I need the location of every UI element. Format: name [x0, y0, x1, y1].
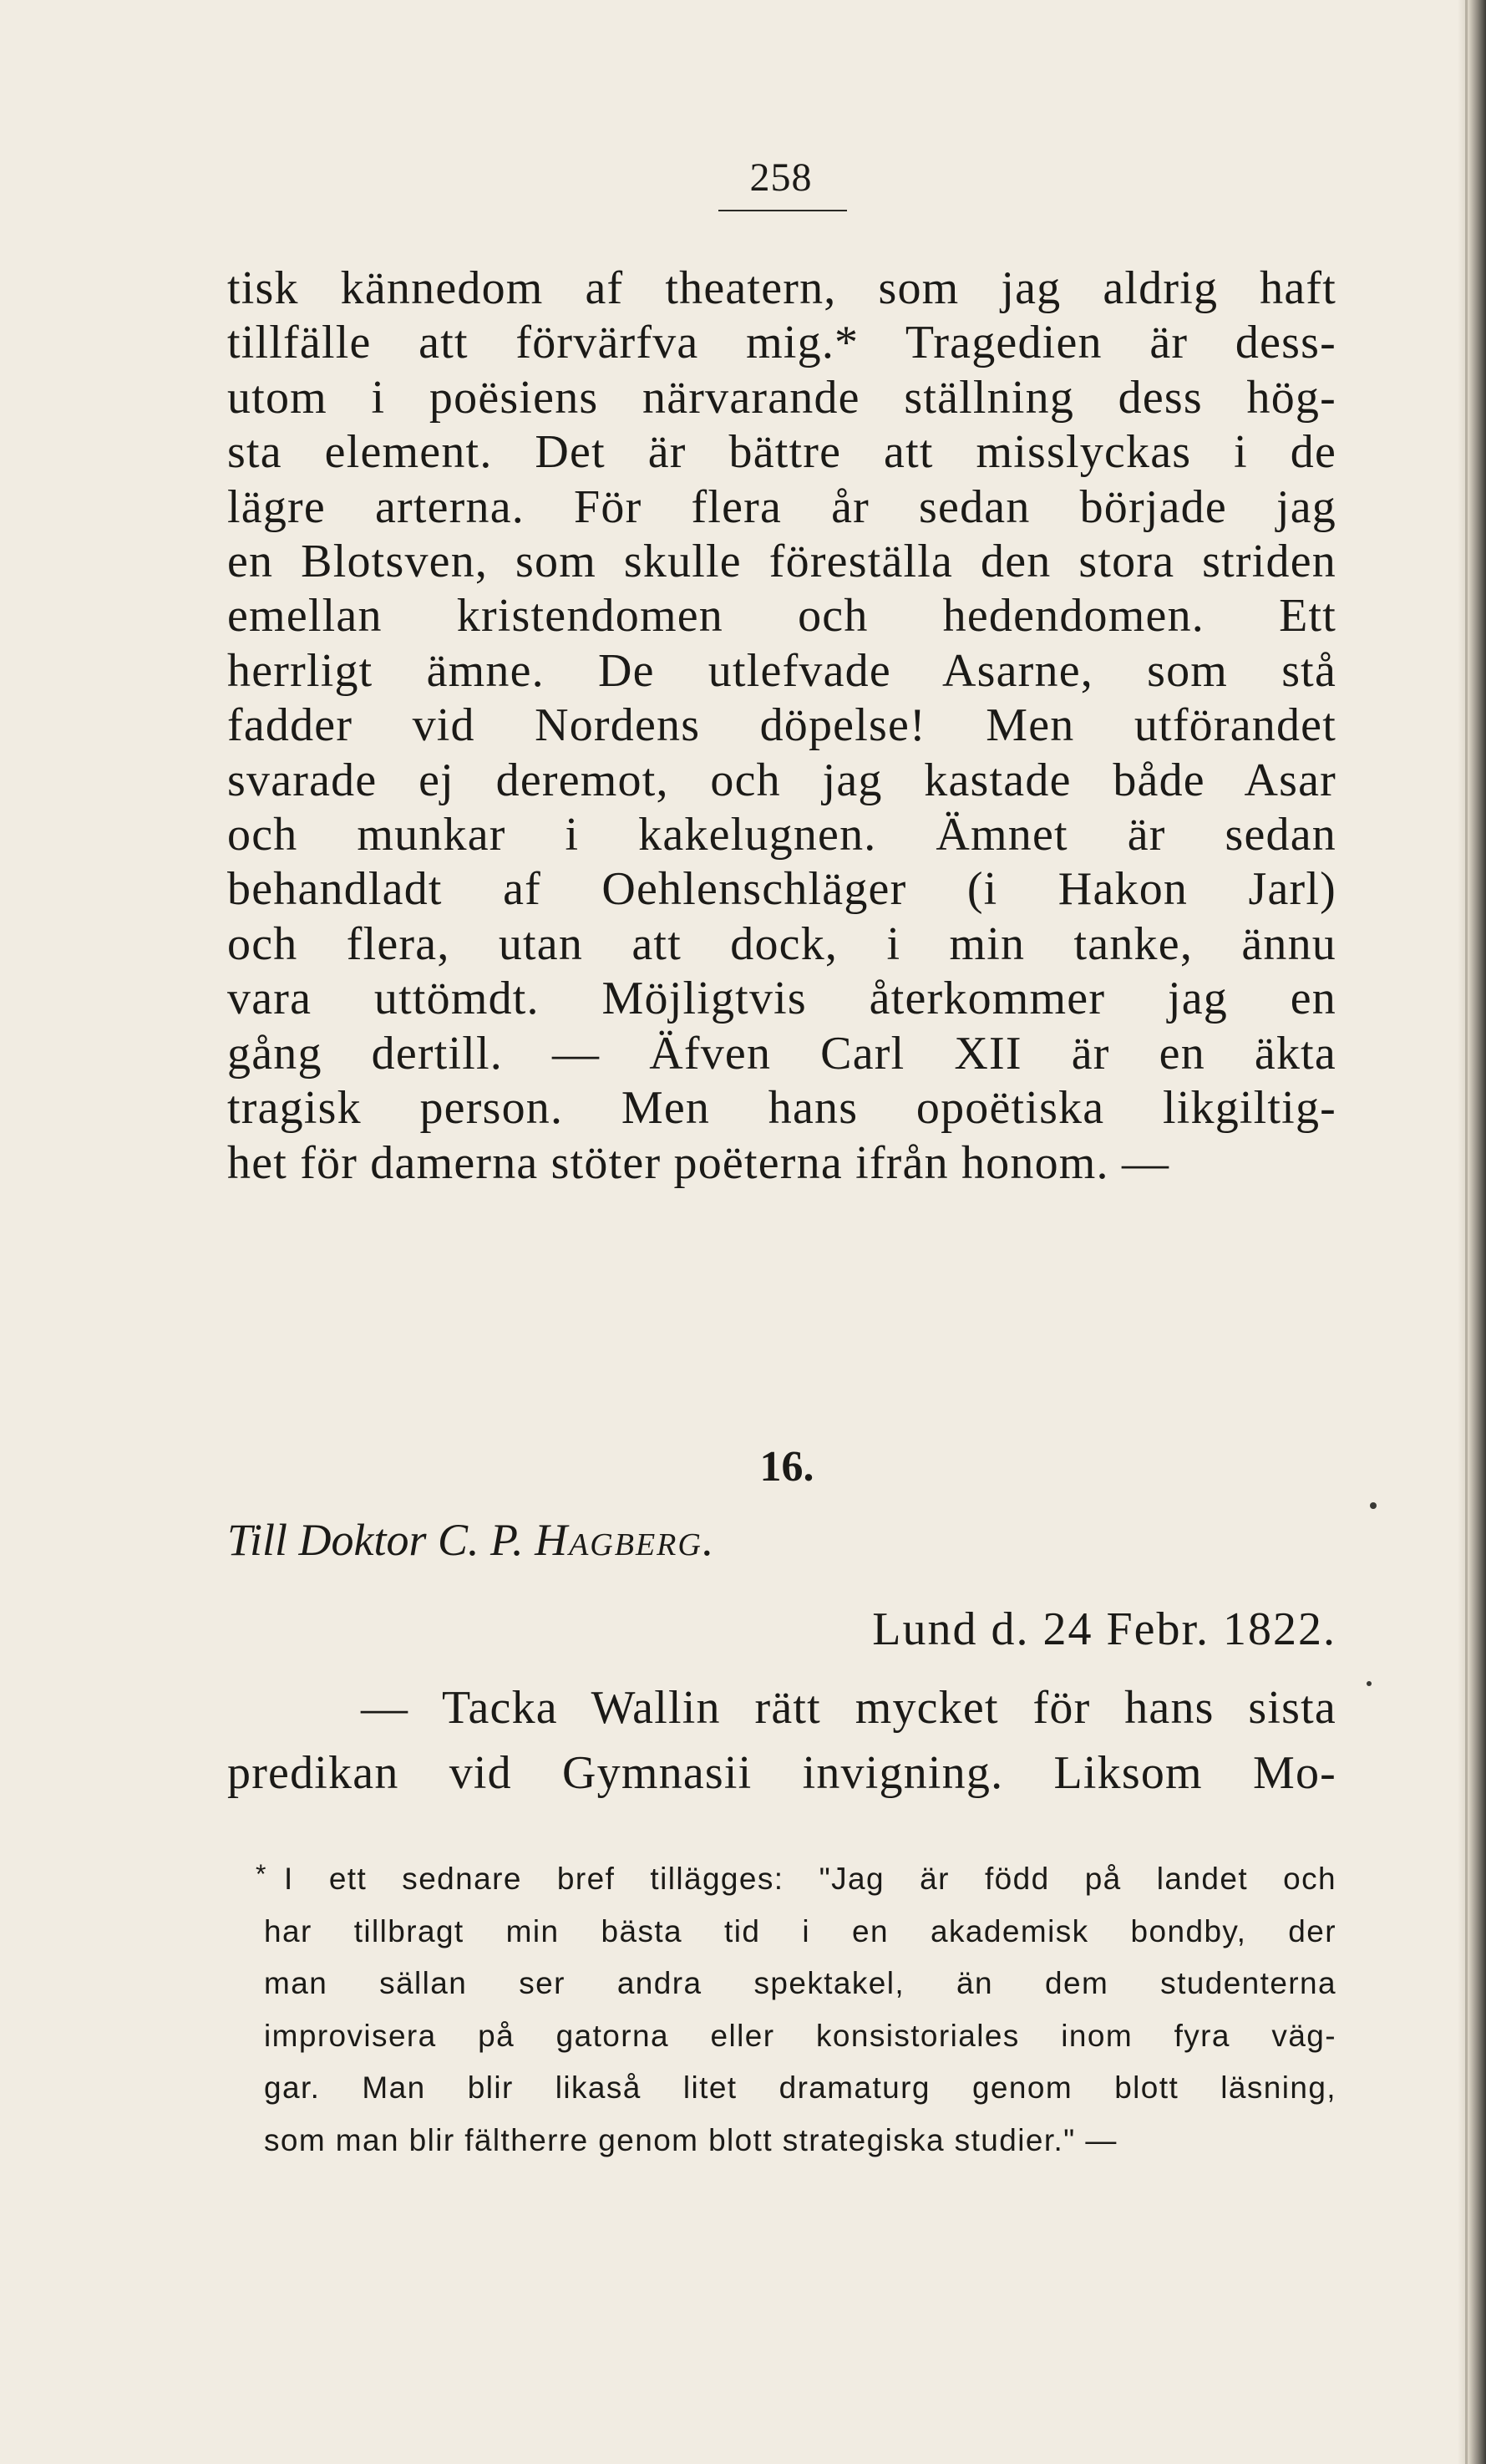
body-line-12: behandladt af Oehlenschläger (i Hakon Jarl) [227, 863, 1336, 916]
body-line-11: och munkar i kakelugnen. Ämnet är sedan [227, 809, 1336, 861]
letter-line-2: predikan vid Gymnasii invigning. Liksom Mo- [227, 1747, 1336, 1799]
addressee-prefix: Till Doktor C. P. [227, 1515, 524, 1565]
body-paragraph [227, 262, 1336, 1191]
body-line-4: sta element. Det är bättre att misslyckas i de [227, 426, 1336, 479]
body-line-16: tragisk person. Men hans opoëtiska likgiltig- [227, 1082, 1336, 1135]
page-edge-line [1465, 0, 1468, 2464]
letter-line-1: — Tacka Wallin rätt mycket för hans sista [361, 1682, 1336, 1734]
footnote [256, 1853, 1336, 2167]
body-line-15: gång dertill. — Äfven Carl XII är en äkta [227, 1027, 1336, 1080]
body-line-14: vara uttömdt. Möjligtvis återkommer jag en [227, 973, 1336, 1025]
body-line-17: het för damerna stöter poëterna ifrån honom. — [227, 1136, 1170, 1189]
footnote-line-6: som man blir fältherre genom blott strategiska studier." — [264, 2122, 1118, 2157]
letter-dateline: Lund d. 24 Febr. 1822. [872, 1603, 1336, 1655]
body-line-10: svarade ej deremot, och jag kastade både Asar [227, 754, 1336, 806]
footnote-line-4: improvisera på gatorna eller konsistoriales inom fyra väg- [264, 2018, 1336, 2053]
body-line-8: herrligt ämne. De utlefvade Asarne, som stå [227, 644, 1336, 697]
body-line-6: en Blotsven, som skulle föreställa den stora striden [227, 536, 1336, 588]
footnote-line-1: I ett sednare bref tillägges: "Jag är född på landet och [284, 1862, 1336, 1896]
page-number: 258 [749, 155, 813, 200]
page-edge-shadow [1458, 0, 1486, 2464]
page-number-rule [718, 210, 847, 211]
footnote-line-2: har tillbragt min bästa tid i en akademisk bondby, der [264, 1913, 1336, 1948]
footnote-line-3: man sällan ser andra spektakel, än dem studenterna [264, 1966, 1336, 2000]
addressee-surname: Hagberg. [535, 1515, 716, 1565]
body-line-3: utom i poësiens närvarande ställning dess hög- [227, 371, 1336, 424]
paper-speck [1367, 1681, 1372, 1686]
body-line-9: fadder vid Nordens döpelse! Men utförandet [227, 699, 1336, 752]
body-line-5: lägre arterna. För flera år sedan började jag [227, 480, 1336, 533]
footnote-line-5: gar. Man blir likaså litet dramaturg genom blott läsning, [264, 2070, 1336, 2105]
body-line-2: tillfälle att förvärfva mig.* Tragedien är dess- [227, 317, 1336, 369]
letter-paragraph [227, 1675, 1336, 1806]
letter-section-number: 16. [759, 1443, 814, 1491]
footnote-marker: * [256, 1859, 267, 1889]
body-line-13: och flera, utan att dock, i min tanke, ännu [227, 917, 1336, 970]
body-line-1: tisk kännedom af theatern, som jag aldrig haft [227, 262, 1336, 314]
paper-speck [1370, 1502, 1377, 1509]
body-line-7: emellan kristendomen och hedendomen. Ett [227, 590, 1336, 643]
letter-addressee [227, 1514, 715, 1566]
